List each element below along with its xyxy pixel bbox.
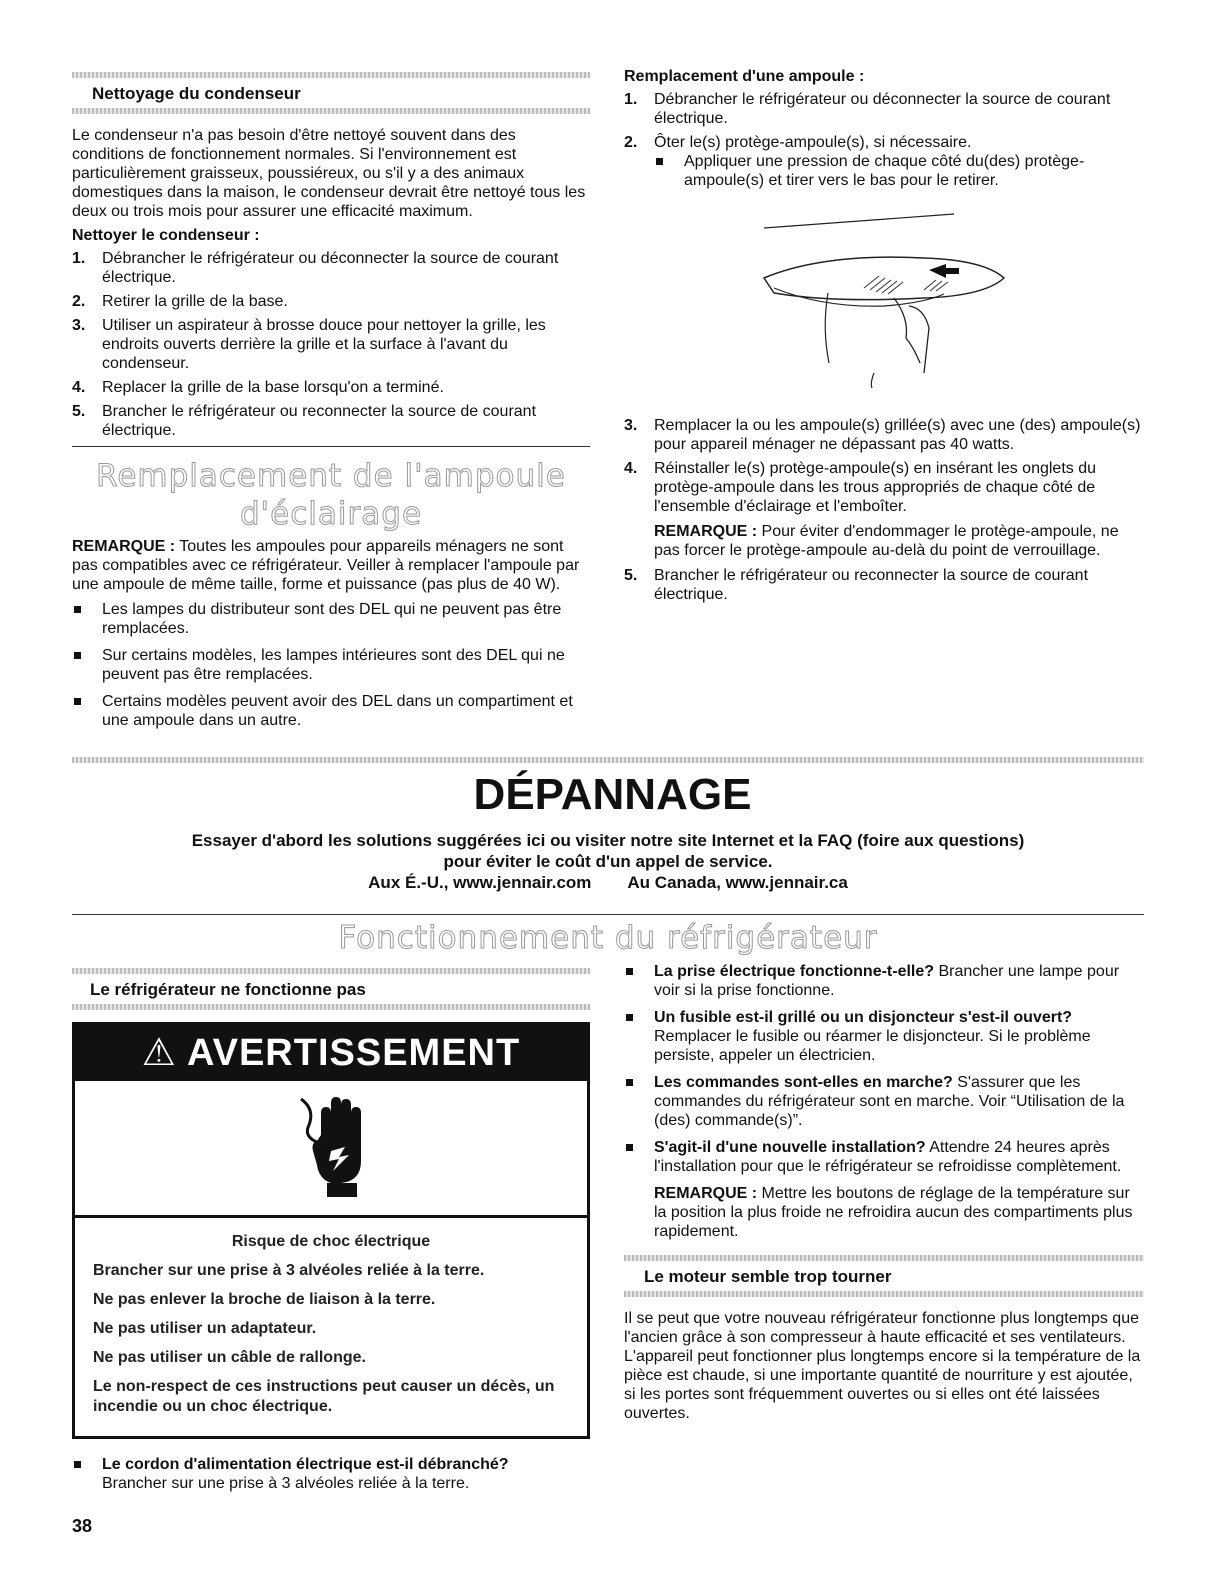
page-number: 38 — [72, 1516, 93, 1536]
list-item: Appliquer une pression de chaque côté du(des) protège-ampoule(s) et tirer vers le bas pour le retirer. — [654, 152, 1144, 190]
question-text: Les commandes sont-elles en marche? — [654, 1074, 953, 1091]
warning-line: Ne pas utiliser un adaptateur. — [93, 1320, 317, 1337]
shock-icon-area — [75, 1081, 587, 1218]
step-text: Débrancher le réfrigérateur ou déconnecter la source de courant électrique. — [102, 250, 559, 286]
step-text: Ôter le(s) protège-ampoule(s), si nécessaire. — [654, 134, 972, 151]
answer-text: Remplacer le fusible ou réarmer le disjoncteur. Si le problème persiste, appeler un électricien. — [654, 1028, 1091, 1064]
link-us[interactable]: Aux É.-U., www.jennair.com — [368, 873, 592, 892]
step-number: 1. — [72, 250, 86, 267]
step-number: 5. — [72, 403, 86, 420]
question-text: Le cordon d'alimentation électrique est-il débranché? — [102, 1456, 509, 1473]
divider-bar — [72, 968, 590, 974]
warning-line: Le non-respect de ces instructions peut causer un décès, un incendie ou un choc électrique. — [93, 1378, 555, 1415]
bulb-cover-illustration — [624, 198, 1144, 408]
divider-bar — [624, 1255, 1144, 1261]
answer-text: Brancher sur une prise à 3 alvéoles reliée à la terre. — [102, 1475, 470, 1492]
not-working-section — [72, 968, 590, 1501]
step-number: 2. — [624, 134, 638, 151]
remark-label: REMARQUE : — [654, 1185, 758, 1202]
list-item — [72, 316, 590, 373]
list-item — [624, 962, 1144, 1000]
list-item — [624, 1138, 1144, 1241]
warning-line: Ne pas enlever la broche de liaison à la terre. — [93, 1291, 436, 1308]
warning-line: Ne pas utiliser un câble de rallonge. — [93, 1349, 366, 1366]
list-item — [72, 1455, 590, 1493]
answer-text: Attendre 24 heures après l'installation pour que le réfrigérateur se refroidisse complètement. — [654, 1139, 1122, 1175]
list-item — [72, 402, 590, 440]
divider-bar — [624, 1291, 1144, 1297]
list-item — [624, 566, 1144, 604]
answer-text: S'assurer que les commandes du réfrigérateur sont en marche. Voir “Utilisation de la (des) commande(s)”. — [654, 1074, 1125, 1129]
list-item — [624, 459, 1144, 560]
condenser-section — [72, 72, 590, 738]
bulb-steps — [624, 90, 1144, 190]
bulb-replacement-section — [624, 68, 1144, 609]
check-bullets — [624, 962, 1144, 1241]
step-number: 4. — [72, 379, 86, 396]
remark-text: Mettre les boutons de réglage de la température sur la position la plus froide ne refroidira aucun des compartiments plus rapidement. — [654, 1185, 1133, 1240]
step-text: Brancher le réfrigérateur ou reconnecter la source de courant électrique. — [654, 567, 1089, 603]
warning-line: Brancher sur une prise à 3 alvéoles reliée à la terre. — [93, 1262, 485, 1279]
sub-bullets — [654, 152, 1144, 190]
step-number: 2. — [72, 293, 86, 310]
troubleshooting-title: DÉPANNAGE — [473, 770, 752, 819]
list-item: Les lampes du distributeur sont des DEL qui ne peuvent pas être remplacées. — [72, 600, 590, 638]
motor-paragraph: Il se peut que votre nouveau réfrigérateur fonctionne plus longtemps que l'ancien grâce à son compresseur à haute efficacité et ses ventilateurs. L'appareil peut fonctionner plus longtemps encore si la température de la pièce est chaude, si une importante quantité de nourriture y est ajoutée, si les portes sont fréquemment ouvertes ou si elles ont été laissées ouvertes. — [624, 1310, 1141, 1422]
question-text: La prise électrique fonctionne-t-elle? — [654, 963, 935, 980]
cord-bullet — [72, 1455, 590, 1493]
list-item — [624, 1008, 1144, 1065]
bulb-replacement-heading: Remplacement d'une ampoule : — [624, 68, 865, 85]
condenser-steps — [72, 249, 590, 440]
remark-text: Toutes les ampoules pour appareils ménagers ne sont pas compatibles avec ce réfrigérateur. Veiller à remplacer l'ampoule par une ampoule de même taille, forme et puissance (pas plus de 40 W). — [72, 538, 580, 593]
remark-text: Pour éviter d'endommager le protège-ampoule, ne pas forcer le protège-ampoule au-delà du point de verrouillage. — [654, 523, 1119, 559]
intro-line2: pour éviter le coût d'un appel de service. — [443, 852, 773, 871]
step-number: 1. — [624, 91, 638, 108]
led-bullets — [72, 600, 590, 730]
step4-remark — [654, 522, 1144, 560]
warning-title: ⚠ AVERTISSEMENT — [75, 1025, 587, 1081]
list-item — [72, 292, 590, 311]
step-number: 3. — [72, 317, 86, 334]
step-text: Retirer la grille de la base. — [102, 293, 288, 310]
link-canada[interactable]: Au Canada, www.jennair.ca — [627, 873, 848, 892]
question-text: S'agit-il d'une nouvelle installation? — [654, 1139, 926, 1156]
step-number: 3. — [624, 417, 638, 434]
step-text: Utiliser un aspirateur à brosse douce pour nettoyer la grille, les endroits ouverts derrière la grille et la surface à l'avant du condenseur. — [102, 317, 546, 372]
list-item: Sur certains modèles, les lampes intérieures sont des DEL qui ne peuvent pas être remplacées. — [72, 646, 590, 684]
troubleshooting-intro — [72, 830, 1144, 893]
installation-remark — [654, 1184, 1144, 1241]
bulb-title-line1: Remplacement de l'ampoule — [96, 458, 566, 494]
step-number: 4. — [624, 460, 638, 477]
clean-condenser-label: Nettoyer le condenseur : — [72, 227, 260, 244]
question-text: Un fusible est-il grillé ou un disjoncteur s'est-il ouvert? — [654, 1009, 1073, 1026]
divider-rule — [72, 446, 590, 447]
step-text: Débrancher le réfrigérateur ou déconnecter la source de courant électrique. — [654, 91, 1111, 127]
motor-heading: Le moteur semble trop tourner — [644, 1267, 892, 1286]
light-cover-drawing — [624, 198, 1144, 408]
step-text: Replacer la grille de la base lorsqu'on a terminé. — [102, 379, 444, 396]
remark-label: REMARQUE : — [654, 523, 758, 540]
website-links — [72, 872, 1144, 893]
condenser-heading: Nettoyage du condenseur — [92, 84, 301, 103]
list-item — [624, 90, 1144, 128]
list-item — [624, 133, 1144, 190]
warning-box — [72, 1022, 590, 1439]
condenser-paragraph: Le condenseur n'a pas besoin d'être nettoyé souvent dans des conditions de fonctionnement normales. Si l'environnement est particulièrement graisseux, poussiéreux, ou s'il y a des animaux domestiques dans la maison, le condenseur devrait être nettoyé tous les deux ou trois mois pour assurer une efficacité maximum. — [72, 127, 586, 220]
list-item — [72, 378, 590, 397]
remark-label: REMARQUE : — [72, 538, 176, 555]
operation-section-title: Fonctionnement du réfrigérateur — [338, 920, 878, 956]
remark-paragraph — [72, 537, 590, 594]
step-text: Remplacer la ou les ampoule(s) grillée(s) avec une (des) ampoule(s) pour appareil ménager ne dépassant pas 40 watts. — [654, 417, 1141, 453]
step-number: 5. — [624, 567, 638, 584]
divider-rule — [72, 914, 1144, 915]
divider-bar — [72, 757, 1144, 763]
bulb-steps-continued — [624, 416, 1144, 604]
warning-body — [75, 1218, 587, 1436]
intro-line1: Essayer d'abord les solutions suggérées ici ou visiter notre site Internet et la FAQ (foire aux questions) — [191, 831, 1025, 850]
divider-bar — [72, 1004, 590, 1010]
checks-section — [624, 962, 1144, 1429]
list-item — [624, 416, 1144, 454]
bulb-title-line2: d'éclairage — [239, 496, 423, 532]
step-text: Brancher le réfrigérateur ou reconnecter la source de courant électrique. — [102, 403, 537, 439]
answer-text: Brancher une lampe pour voir si la prise fonctionne. — [654, 963, 1120, 999]
divider-bar — [72, 72, 590, 78]
list-item: Certains modèles peuvent avoir des DEL dans un compartiment et une ampoule dans un autre. — [72, 692, 590, 730]
warning-line: Risque de choc électrique — [231, 1233, 431, 1250]
list-item — [72, 249, 590, 287]
not-working-heading: Le réfrigérateur ne fonctionne pas — [90, 980, 366, 999]
list-item — [624, 1073, 1144, 1130]
electric-shock-icon — [295, 1091, 375, 1201]
step-text: Réinstaller le(s) protège-ampoule(s) en insérant les onglets du protège-ampoule dans les trous appropriés de chaque côté de l'ensemble d'éclairage et l'emboîter. — [654, 460, 1096, 515]
divider-bar — [72, 108, 590, 114]
bulb-section-title — [72, 457, 590, 533]
